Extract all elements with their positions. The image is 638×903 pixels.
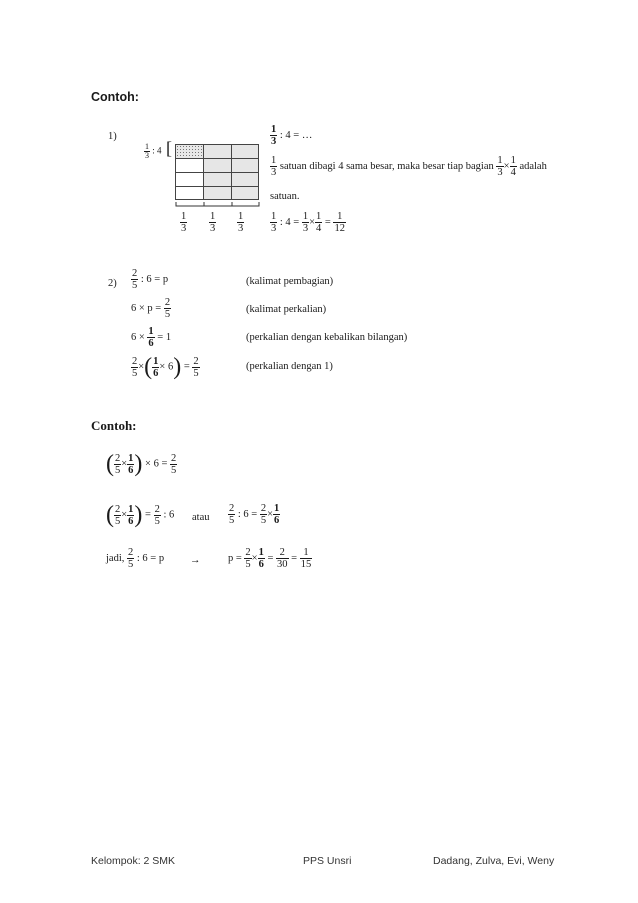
explanation-line-3: satuan. <box>270 191 300 202</box>
equation-row-1: $\frac{2}{5}$ : 6 = p <box>132 268 169 291</box>
equation-row-2: 6 × p = $\frac{2}{5}$ <box>131 297 171 320</box>
equation-row-4: $\frac{2}{5}$ ×( $\frac{1}{6}$ × 6) = $\frac{2}{5}$ <box>132 354 199 380</box>
footer-group-label: Kelompok: 2 SMK <box>91 855 176 867</box>
grid-cell-shaded <box>203 144 232 159</box>
grid-cell-shaded <box>231 158 259 173</box>
example-heading: Contoh: <box>91 90 139 104</box>
equation-description: (kalimat perkalian) <box>246 304 327 315</box>
equation-line-3: jadi, $\frac{2}{5}$ : 6 = p <box>106 547 165 570</box>
grid-cell-shaded <box>203 158 232 173</box>
equation-description: (perkalian dengan kebalikan bilangan) <box>246 332 408 343</box>
grid-cell-shaded <box>231 172 259 187</box>
grid-bracket: [ <box>166 138 172 158</box>
equation-line-2: ( $\frac{2}{5}$ × $\frac{1}{6}$ ) = $\frac{2}{5}$ : 6 <box>106 502 175 528</box>
grid-cell-shaded <box>231 186 259 200</box>
column-label: $\frac{1}{3}$ <box>210 211 216 234</box>
example-heading: Contoh: <box>91 418 137 433</box>
explanation-line-1: $\frac{1}{3}$ : 4 = … <box>271 124 313 147</box>
grid-cell-shaded-dotted <box>175 144 204 159</box>
equation-line-1: ( $\frac{2}{5}$ × $\frac{1}{6}$ ) × 6 = $\frac{2}{5}$ <box>106 451 177 477</box>
grid-cell-shaded <box>231 144 259 159</box>
equation-description: (kalimat pembagian) <box>246 276 334 287</box>
grid-cell-shaded <box>203 186 232 200</box>
column-label: $\frac{1}{3}$ <box>181 211 187 234</box>
grid-cell <box>175 158 204 173</box>
explanation-line-4: $\frac{1}{3}$ : 4 = $\frac{1}{3}$ × $\frac{1}{4}$ = $\frac{1}{12}$ <box>271 211 345 234</box>
grid-cell-shaded <box>203 172 232 187</box>
grid-cell <box>175 186 204 200</box>
equation-line-3-result: p = $\frac{2}{5}$ × $\frac{1}{6}$ = $\frac{2}{30}$ = $\frac{1}{15}$ <box>228 547 312 570</box>
division-label: $\frac{1}{3}$ : 4 <box>145 142 162 160</box>
grid-cell <box>175 172 204 187</box>
column-label: $\frac{1}{3}$ <box>238 211 244 234</box>
footer-authors: Dadang, Zulva, Evi, Weny <box>433 855 555 867</box>
arrow-icon: → <box>190 555 201 566</box>
equation-line-2-alt: $\frac{2}{5}$ : 6 = $\frac{2}{5}$ × $\frac{1}{6}$ <box>229 503 280 526</box>
equation-row-3: 6 × $\frac{1}{6}$ = 1 <box>131 326 172 349</box>
footer-institution: PPS Unsri <box>303 855 352 867</box>
column-brace <box>175 201 261 209</box>
example-number: 2) <box>108 278 117 289</box>
atau-label: atau <box>192 512 210 523</box>
explanation-line-2: $\frac{1}{3}$ satuan dibagi 4 sama besar, maka besar tiap bagian $\frac{1}{3}$ × $\frac{1}{4}$ adalah <box>271 155 547 178</box>
equation-description: (perkalian dengan 1) <box>246 361 333 372</box>
example-number: 1) <box>108 131 117 142</box>
fraction-grid-diagram <box>175 144 259 200</box>
